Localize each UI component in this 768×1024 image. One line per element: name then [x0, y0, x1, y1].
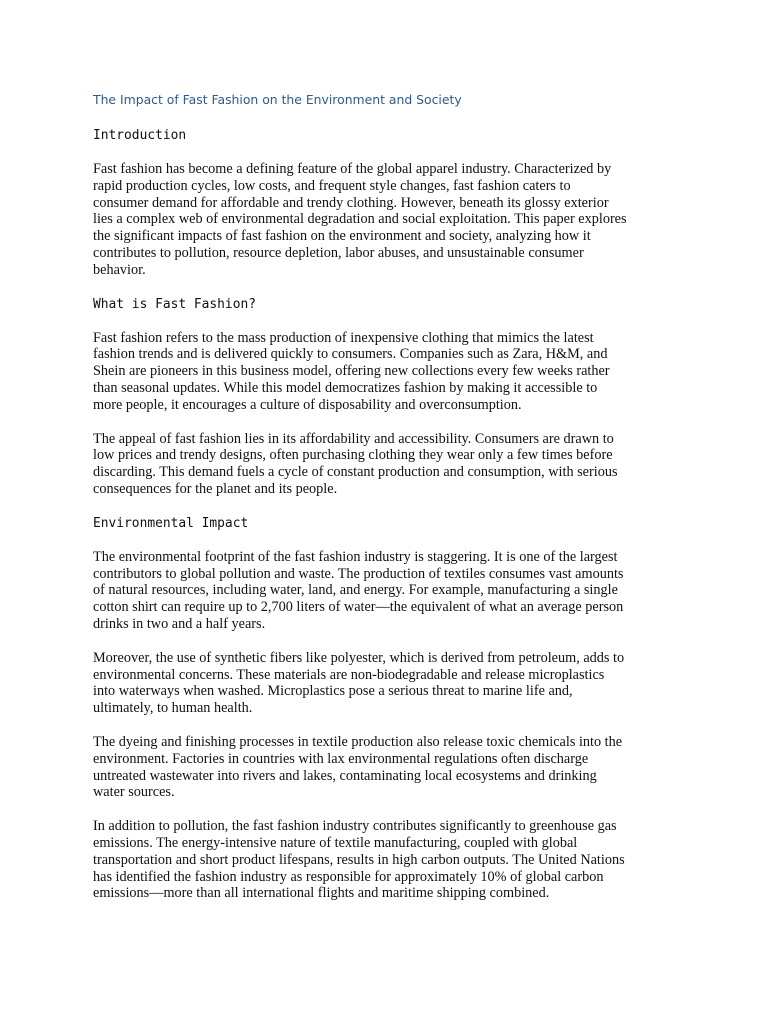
paragraph	[93, 818, 683, 902]
paragraph-line: environmental concerns. These materials are non-biodegradable and release microplastics	[93, 666, 605, 683]
paragraph-line: of natural resources, including water, land, and energy. For example, manufacturing a single	[93, 582, 618, 599]
paragraph-line: transportation and short product lifespans, results in high carbon outputs. The United Nations	[93, 851, 625, 868]
section-heading: Introduction	[93, 128, 187, 143]
paragraph-line: Fast fashion has become a defining feature of the global apparel industry. Characterized by	[93, 161, 612, 177]
paragraph-line: low prices and trendy designs, often purchasing clothing they wear only a few times before	[93, 447, 613, 464]
paragraph-line: behavior.	[93, 261, 146, 278]
paragraph-line: more people, it encourages a culture of disposability and overconsumption.	[93, 396, 522, 413]
paragraph-line: In addition to pollution, the fast fashion industry contributes significantly to greenhouse gas	[93, 818, 617, 835]
document-body	[93, 92, 683, 919]
paragraph-line: cotton shirt can require up to 2,700 liters of water—the equivalent of what an average person	[93, 599, 624, 616]
paragraph-line: environment. Factories in countries with lax environmental regulations often discharge	[93, 750, 589, 767]
paragraph-line: the significant impacts of fast fashion on the environment and society, analyzing how it	[93, 228, 591, 245]
paragraph-line: has identified the fashion industry as responsible for approximately 10% of global carbon	[93, 868, 604, 885]
paragraph-line: Moreover, the use of synthetic fibers like polyester, which is derived from petroleum, adds to	[93, 649, 625, 666]
paragraph-line: drinks in two and a half years.	[93, 615, 266, 632]
paragraph	[93, 161, 683, 279]
paragraph-line: into waterways when washed. Microplastics pose a serious threat to marine life and,	[93, 683, 573, 700]
paragraph-line: Shein are pioneers in this business model, offering new collections every few weeks rather	[93, 363, 610, 380]
paragraph-line: lies a complex web of environmental degradation and social exploitation. This paper explores	[93, 211, 627, 228]
paragraph-line: water sources.	[93, 784, 175, 801]
paragraph-line: contributors to global pollution and waste. The production of textiles consumes vast amounts	[93, 565, 624, 582]
paragraph-line: consumer demand for affordable and trendy clothing. However, beneath its glossy exterior	[93, 194, 609, 211]
paragraph-line: The dyeing and finishing processes in textile production also release toxic chemicals into the	[93, 733, 623, 750]
paragraph-line: contributes to pollution, resource depletion, labor abuses, and unsustainable consumer	[93, 244, 584, 261]
paragraph-line: than seasonal updates. While this model democratizes fashion by making it accessible to	[93, 379, 598, 396]
paragraph-line: rapid production cycles, low costs, and frequent style changes, fast fashion caters to	[93, 177, 571, 194]
paragraph	[93, 734, 683, 801]
paragraph	[93, 549, 683, 633]
paragraph-line: emissions. The energy-intensive nature of textile manufacturing, coupled with global	[93, 834, 578, 851]
paragraph-line: The appeal of fast fashion lies in its affordability and accessibility. Consumers are drawn to	[93, 430, 614, 447]
document-sections	[93, 127, 683, 902]
paragraph-line: emissions—more than all international flights and maritime shipping combined.	[93, 885, 550, 902]
paragraph-line: ultimately, to human health.	[93, 700, 253, 717]
paragraph-line: Fast fashion refers to the mass production of inexpensive clothing that mimics the latest	[93, 329, 594, 346]
paragraph	[93, 650, 683, 717]
paragraph-line: discarding. This demand fuels a cycle of constant production and consumption, with serious	[93, 464, 618, 481]
paragraph	[93, 330, 683, 414]
paragraph	[93, 431, 683, 498]
document-title: The Impact of Fast Fashion on the Environment and Society	[93, 92, 462, 107]
paragraph-line: The environmental footprint of the fast fashion industry is staggering. It is one of the largest	[93, 548, 618, 565]
paragraph-line: untreated wastewater into rivers and lakes, contaminating local ecosystems and drinking	[93, 767, 597, 784]
paragraph-line: fashion trends and is delivered quickly to consumers. Companies such as Zara, H&M, and	[93, 346, 608, 363]
paragraph-line: consequences for the planet and its people.	[93, 480, 338, 497]
section-heading: Environmental Impact	[93, 515, 249, 531]
section-heading: What is Fast Fashion?	[93, 296, 256, 312]
